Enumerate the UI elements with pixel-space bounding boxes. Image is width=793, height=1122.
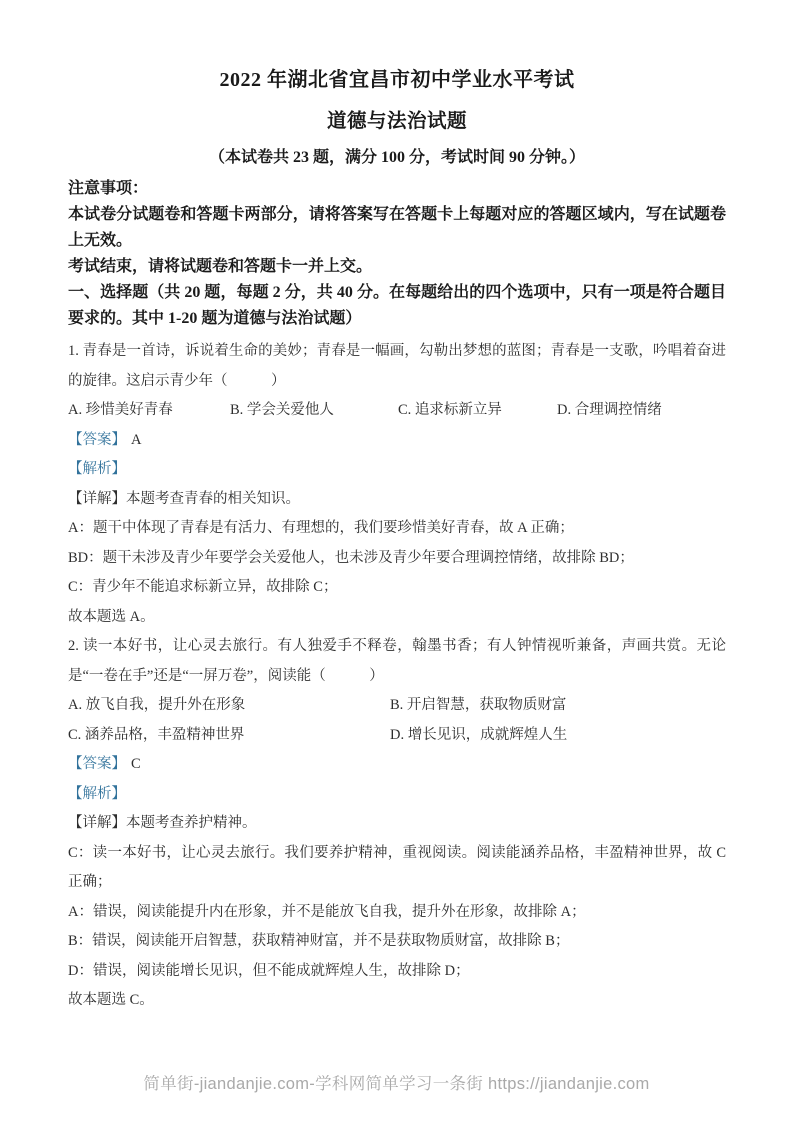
notice-paragraph: 本试卷分试题卷和答题卡两部分，请将答案写在答题卡上每题对应的答题区域内，写在试题卷上无效。 — [68, 206, 726, 249]
detail-line: C：读一本好书，让心灵去旅行。我们要养护精神，重视阅读。阅读能涵养品格，丰盈精神世界，故 C 正确； — [68, 844, 726, 890]
detail-line: A：题干中体现了青春是有活力、有理想的，我们要珍惜美好青春，故 A 正确； — [68, 520, 574, 536]
answer-line — [68, 750, 726, 780]
option-b: B. 学会关爱他人 — [230, 402, 334, 418]
option-c: C. 涵养品格，丰盈精神世界 — [68, 726, 245, 743]
detail-line: C：青少年不能追求标新立异，故排除 C； — [68, 579, 338, 595]
detail-line: 【详解】本题考查青春的相关知识。 — [68, 490, 300, 507]
analysis-line — [68, 780, 726, 810]
answer-marker: 【答案】 — [68, 431, 126, 448]
question-block-2 — [68, 632, 726, 1016]
watermark-footer: 简单街-jiandanjie.com-学科网简单学习一条街 https://jiandanjie.com — [143, 1075, 650, 1093]
option-c: C. 追求标新立异 — [398, 402, 502, 418]
option-a: A. 放飞自我，提升外在形象 — [68, 697, 246, 713]
detail-line: 故本题选 A。 — [68, 608, 155, 625]
detail-line: 【详解】本题考查养护精神。 — [68, 815, 257, 831]
answer-value: A — [131, 431, 142, 448]
section-heading: 一、选择题（共 20 题，每题 2 分，共 40 分。在每题给出的四个选项中，只有一项是符合题目要求的。其中 1-20 题为道德与法治试题） — [68, 284, 726, 327]
option-a: A. 珍惜美好青春 — [68, 402, 173, 418]
exam-end-notice: 考试结束，请将试题卷和答题卡一并上交。 — [68, 258, 373, 275]
questions-area — [68, 337, 726, 1016]
analysis-marker: 【解析】 — [68, 461, 126, 477]
answer-marker: 【答案】 — [68, 756, 126, 772]
analysis-line — [68, 455, 726, 485]
question-stem: 1. 青春是一首诗，诉说着生命的美妙；青春是一幅画，勾勒出梦想的蓝图；青春是一支歌，吟唱着奋进的旋律。这启示青少年（ ） — [68, 343, 726, 389]
question-block-1 — [68, 337, 726, 632]
question-stem: 2. 读一本好书，让心灵去旅行。有人独爱手不释卷，翰墨书香；有人钟情视听兼备，声画共赏。无论是“一卷在手”还是“一屏万卷”，阅读能（ ） — [68, 638, 726, 684]
answer-value: C — [131, 756, 141, 772]
answer-line — [68, 426, 726, 456]
question-options — [68, 396, 726, 426]
exam-info-line: （本试卷共 23 题，满分 100 分，考试时间 90 分钟。） — [208, 149, 585, 166]
option-b: B. 开启智慧，获取物质财富 — [390, 697, 567, 713]
exam-subtitle: 道德与法治试题 — [326, 111, 467, 132]
option-d: D. 增长见识，成就辉煌人生 — [390, 726, 568, 743]
detail-line: A：错误，阅读能提升内在形象，并不是能放飞自我，提升外在形象，故排除 A； — [68, 903, 586, 920]
analysis-marker: 【解析】 — [68, 785, 126, 802]
detail-line: BD：题干未涉及青少年要学会关爱他人，也未涉及青少年要合理调控情绪，故排除 BD； — [68, 549, 634, 566]
notice-heading: 注意事项： — [68, 180, 149, 197]
exam-title: 2022 年湖北省宜昌市初中学业水平考试 — [219, 69, 575, 91]
option-d: D. 合理调控情绪 — [557, 402, 662, 418]
detail-line: 故本题选 C。 — [68, 992, 154, 1008]
detail-line: B：错误，阅读能开启智慧，获取精神财富，并不是获取物质财富，故排除 B； — [68, 933, 570, 949]
question-options — [68, 691, 726, 750]
detail-line: D：错误，阅读能增长见识，但不能成就辉煌人生，故排除 D； — [68, 962, 470, 979]
notices-block — [68, 176, 726, 332]
